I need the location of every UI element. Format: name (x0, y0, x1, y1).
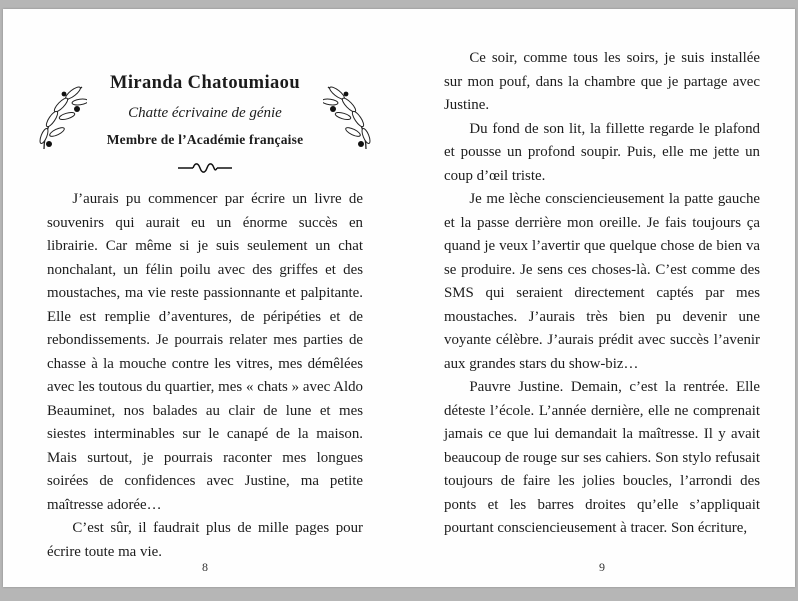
body-paragraph: C’est sûr, il faudrait plus de mille pages pour écrire toute ma vie. (47, 520, 363, 560)
author-subtitle: Chatte écrivaine de génie (128, 105, 282, 121)
olive-branch-left-icon (35, 81, 87, 158)
left-page[interactable] (47, 65, 363, 565)
body-paragraph: J’aurais pu commencer par écrire un livre de souvenirs qui aurait eu un énorme succès en librairie. Car même si je suis seulement un chat nonchalant, un félin poilu avec des griffes et des moustaches, ma vie reste passionnante et palpitante. Elle est remplie d’aventures, de péripéties et de rebondissements. Je pourrais relater mes parties de chasse à la mouche contre les vitres, mes démêlées avec les toutous du quartier, mes « chats » avec Aldo Beauminet, nos balades au clair de lune et mes siestes interminables sur le canapé de la maison. Mais surtout, je pourrais raconter mes longues soirées de confidences avec Justine, ma petite maîtresse adorée… (47, 191, 363, 513)
page-number-right: 9 (599, 560, 605, 574)
squiggle-divider-icon (47, 161, 363, 175)
right-page[interactable] (444, 47, 760, 565)
body-paragraph: Du fond de son lit, la fillette regarde le plafond et pousse un profond soupir. Puis, elle me jette un coup d’œil triste. (444, 120, 760, 184)
body-paragraph: Ce soir, comme tous les soirs, je suis installée sur mon pouf, dans la chambre que je partage avec Justine. (444, 50, 760, 113)
author-affiliation: Membre de l’Académie française (106, 132, 304, 147)
body-paragraph: Pauvre Justine. Demain, c’est la rentrée. Elle déteste l’école. L’année dernière, elle ne comprenait jamais ce que lui demandait la maîtresse. Il y avait beaucoup de rouge sur ses cahiers. Son stylo refusait toujours de faire les jolies boucles, l’arrondi des ponts et les barres droites qu’elle s’appliquait pourtant consciencieusement à tracer. Son écriture, (444, 379, 760, 536)
book-spread (3, 9, 795, 587)
olive-branch-right-icon (323, 81, 375, 158)
body-paragraph: Je me lèche consciencieusement la patte gauche et la passe derrière mon oreille. Je fais toujours ça quand je veux l’avertir que quelque chose de bien va se produire. Je sens ces choses-là. C’est comme des SMS qui seraient directement captés par mes moustaches. J’aurais très bien pu devenir une voyante célèbre. J’aurais prédit avec succès l’avenir aux grandes stars du show-biz… (444, 191, 760, 372)
right-page-text (444, 47, 760, 541)
left-page-text (47, 188, 363, 564)
chapter-header (47, 65, 363, 148)
page-number-left: 8 (202, 560, 208, 574)
author-title: Miranda Chatoumiaou (109, 73, 301, 93)
